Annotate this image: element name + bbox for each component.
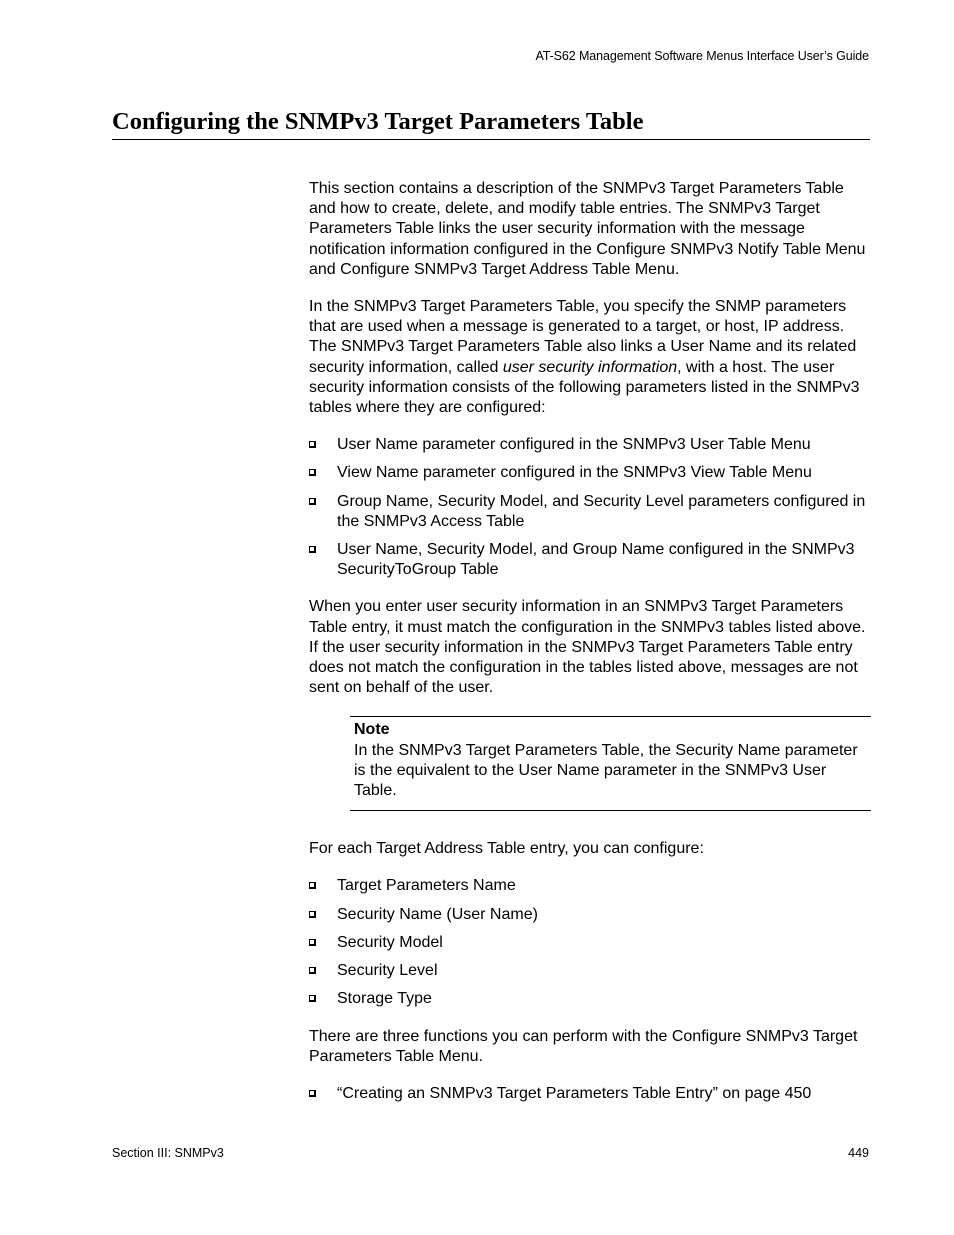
checkbox-bullet-icon: [309, 469, 316, 476]
checkbox-bullet-icon: [309, 546, 316, 553]
match-paragraph: When you enter user security information in an SNMPv3 Target Parameters Table entry, it must match the configuration in the SNMPv3 tables listed above. If the user security information in the SNMPv3 Target Parameters Table entry does not match the configuration in the tables listed above, messages are not sent on behalf of the user.: [309, 598, 866, 697]
list-item: [309, 989, 871, 1009]
checkbox-bullet-icon: [309, 939, 316, 946]
checkbox-bullet-icon: [309, 498, 316, 505]
list-item: [309, 435, 871, 455]
parameters-paragraph: [309, 297, 871, 418]
list-item: [309, 933, 871, 953]
functions-paragraph: There are three functions you can perform with the Configure SNMPv3 Target Parameters Table Menu.: [309, 1027, 858, 1065]
configure-paragraph: For each Target Address Table entry, you can configure:: [309, 840, 704, 858]
list-item-text: Security Name (User Name): [337, 905, 538, 923]
list-item-text: Group Name, Security Model, and Security Level parameters configured in the SNMPv3 Access Table: [337, 492, 866, 530]
entry-fields-list: [309, 876, 871, 1009]
intro-paragraph: This section contains a description of the SNMPv3 Target Parameters Table and how to create, delete, and modify table entries. The SNMPv3 Target Parameters Table links the user security information with the message notification information configured in the Configure SNMPv3 Notify Table Menu and Configure SNMPv3 Target Address Table Menu.: [309, 180, 866, 278]
security-parameters-list: [309, 435, 871, 580]
list-item-text: View Name parameter configured in the SNMPv3 View Table Menu: [337, 464, 812, 482]
functions-list: [309, 1084, 871, 1104]
checkbox-bullet-icon: [309, 882, 316, 889]
list-item-text: User Name, Security Model, and Group Name configured in the SNMPv3 SecurityToGroup Table: [337, 541, 855, 579]
list-item: [309, 492, 871, 532]
body-column: [309, 179, 871, 1121]
parameters-paragraph-end: , with a host. The user security information consists of the following parameters listed in the SNMPv3 tables where they are configured:: [309, 358, 860, 417]
footer-section: Section III: SNMPv3: [112, 1146, 224, 1160]
list-item: [309, 876, 871, 896]
list-item: [309, 961, 871, 981]
checkbox-bullet-icon: [309, 995, 316, 1002]
page-number: 449: [848, 1146, 869, 1160]
section-title: Configuring the SNMPv3 Target Parameters Table: [112, 106, 870, 140]
note-box: [350, 716, 871, 811]
running-header: AT-S62 Management Software Menus Interface User’s Guide: [535, 49, 869, 63]
list-item-text: Security Model: [337, 933, 443, 951]
list-item: [309, 1084, 871, 1104]
note-text: In the SNMPv3 Target Parameters Table, the Security Name parameter is the equivalent to the User Name parameter in the SNMPv3 User Table.: [354, 741, 858, 800]
list-item-text: Security Level: [337, 962, 438, 980]
checkbox-bullet-icon: [309, 1090, 316, 1097]
parameters-paragraph-start: In the SNMPv3 Target Parameters Table, you specify the SNMP parameters that are used when a message is generated to a target, or host, IP address. The SNMPv3 Target Parameters Table also links a User Name and its related security information, called: [309, 298, 857, 376]
list-item-text: Target Parameters Name: [337, 877, 516, 895]
user-security-information-term: user security information: [502, 358, 678, 376]
list-item: [309, 463, 871, 483]
list-item: [309, 540, 871, 580]
list-item-text: User Name parameter configured in the SNMPv3 User Table Menu: [337, 436, 811, 454]
checkbox-bullet-icon: [309, 967, 316, 974]
checkbox-bullet-icon: [309, 441, 316, 448]
note-label: Note: [354, 721, 390, 739]
cross-reference-link[interactable]: “Creating an SNMPv3 Target Parameters Table Entry” on page 450: [337, 1084, 812, 1102]
list-item: [309, 905, 871, 925]
list-item-text: Storage Type: [337, 990, 432, 1008]
checkbox-bullet-icon: [309, 911, 316, 918]
